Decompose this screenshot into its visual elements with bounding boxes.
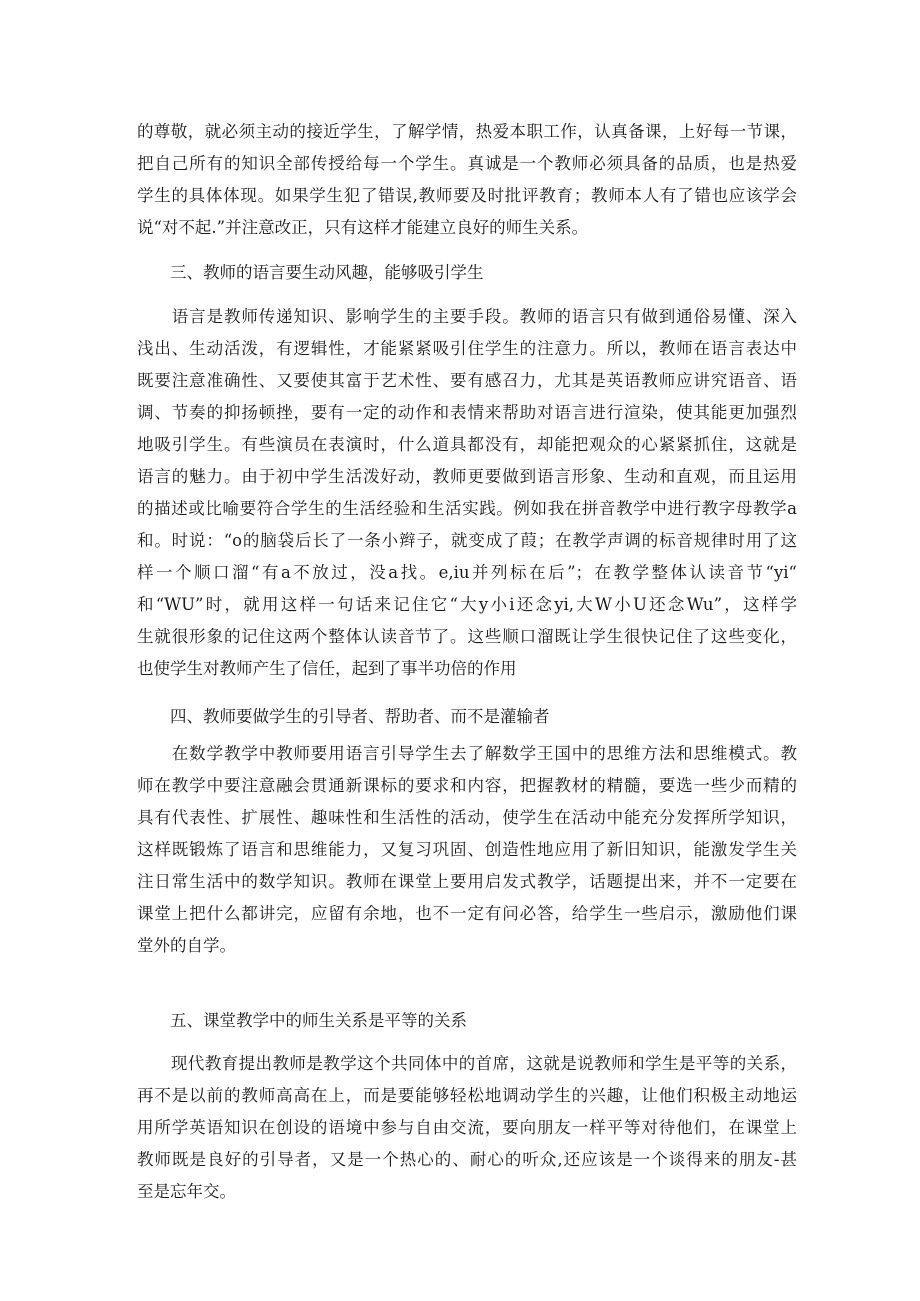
text-line: 既要注意准确性、又要使其富于艺术性、要有感召力，尤其是英语教师应讲究语音、语 (137, 371, 797, 390)
text-line: 至是忘年交。 (137, 1182, 236, 1201)
text-line: 用所学英语知识在创设的语境中参与自由交流，要向朋友一样平等对待他们，在课堂上 (137, 1118, 797, 1137)
paragraph-teacher-student-respect (137, 116, 797, 244)
text-line: 说“对不起.”并注意改正，只有这样才能建立良好的师生关系。 (137, 218, 589, 237)
text-line: 也使学生对教师产生了信任，起到了事半功倍的作用 (137, 659, 517, 678)
text-line: 现代教育提出教师是教学这个共同体中的首席，这就是说教师和学生是平等的关系， (137, 1054, 797, 1073)
text-line: 浅出、生动活泼，有逻辑性，才能紧紧吸引住学生的注意力。所以，教师在语言表达中 (137, 339, 797, 358)
text-line: 调、节奏的抑扬顿挫，要有一定的动作和表情来帮助对语言进行渲染，使其能更加强烈 (137, 403, 797, 422)
text-line: 和“WU”时，就用这样一句话来记住它“大y小i还念yi,大W小U还念Wu”，这样学 (137, 595, 797, 614)
heading-text: 四、教师要做学生的引导者、帮助者、而不是灌输者 (137, 707, 550, 726)
text-line: 样一个顺口溜“有a不放过，没a找。e,iu并列标在后”；在教学整体认读音节“yi“ (137, 563, 797, 582)
text-line: 的尊敬，就必须主动的接近学生，了解学情，热爱本职工作，认真备课，上好每一节课， (137, 122, 797, 141)
text-line: 在数学教学中教师要用语言引导学生去了解数学王国中的思维方法和思维模式。教 (137, 744, 797, 763)
text-line: 地吸引学生。有些演员在表演时，什么道具都没有，却能把观众的心紧紧抓住，这就是 (137, 435, 797, 454)
text-line: 再不是以前的教师高高在上，而是要能够轻松地调动学生的兴趣，让他们积极主动地运 (137, 1086, 797, 1105)
text-line: 这样既锻炼了语言和思维能力，又复习巩固、创造性地应用了新旧知识，能激发学生关 (137, 840, 797, 859)
text-line: 学生的具体体现。如果学生犯了错误,教师要及时批评教育；教师本人有了错也应该学会 (137, 186, 797, 205)
paragraph-guide-not-instiller (137, 738, 797, 962)
text-line: 课堂上把什么都讲完，应留有余地，也不一定有问必答，给学生一些启示，激励他们课 (137, 904, 797, 923)
paragraph-teacher-language (137, 301, 797, 685)
text-line: 的描述或比喻要符合学生的生活经验和生活实践。例如我在拼音教学中进行教字母教学a (137, 499, 797, 518)
text-line: 把自己所有的知识全部传授给每一个学生。真诚是一个教师必须具备的品质，也是热爱 (137, 154, 797, 173)
section-heading-4 (137, 701, 797, 733)
text-line: 生就很形象的记住这两个整体认读音节了。这些顺口溜既让学生很快记住了这些变化， (137, 627, 797, 646)
text-line: 语言是教师传递知识、影响学生的主要手段。教师的语言只有做到通俗易懂、深入 (137, 307, 797, 326)
text-line: 具有代表性、扩展性、趣味性和生活性的活动，使学生在活动中能充分发挥所学知识， (137, 808, 797, 827)
text-line: 师在教学中要注意融会贯通新课标的要求和内容，把握教材的精髓，要选一些少而精的 (137, 776, 797, 795)
heading-text: 三、教师的语言要生动风趣，能够吸引学生 (137, 263, 484, 282)
heading-text: 五、课堂教学中的师生关系是平等的关系 (137, 1011, 467, 1030)
paragraph-equal-relationship (137, 1048, 797, 1208)
text-line: 语言的魅力。由于初中学生活泼好动，教师更要做到语言形象、生动和直观，而且运用 (137, 467, 797, 486)
text-line: 堂外的自学。 (137, 936, 236, 955)
text-line: 和。时说：“o的脑袋后长了一条小辫子，就变成了葭；在教学声调的标音规律时用了这 (137, 531, 797, 550)
text-line: 教师既是良好的引导者，又是一个热心的、耐心的听众,还应该是一个谈得来的朋友-甚 (137, 1150, 797, 1169)
section-heading-3 (137, 257, 797, 289)
section-heading-5 (137, 1005, 797, 1037)
text-line: 注日常生活中的数学知识。教师在课堂上要用启发式教学，话题提出来，并不一定要在 (137, 872, 797, 891)
